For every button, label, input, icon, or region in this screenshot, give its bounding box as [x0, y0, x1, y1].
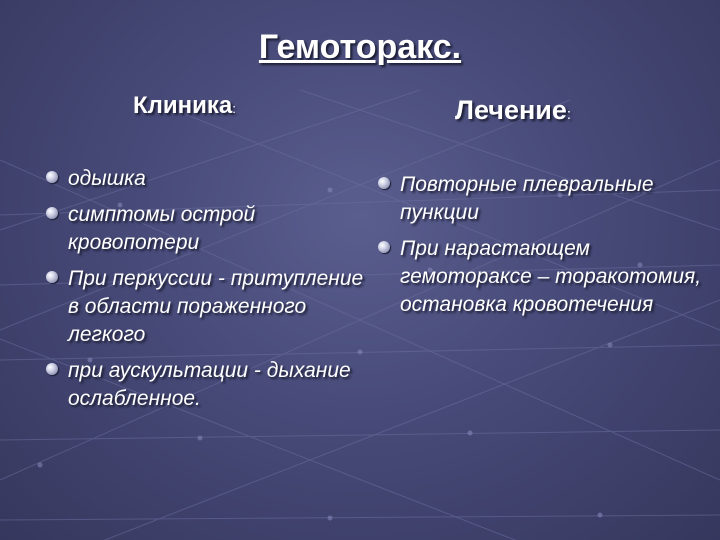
right-heading-text: Лечение: [455, 95, 567, 125]
list-item-text: При перкуссии - притупление в области пораженного легкого: [68, 267, 364, 346]
sphere-bullet-icon: [46, 207, 58, 219]
list-item-text: симптомы острой кровопотери: [68, 203, 256, 254]
left-heading-colon: :: [232, 101, 236, 116]
list-item-text: Повторные плевральные пункции: [400, 173, 654, 224]
left-bullet-list: [46, 165, 366, 421]
list-item: [378, 171, 708, 227]
right-heading-colon: :: [566, 107, 572, 123]
list-item: [46, 265, 366, 349]
sphere-bullet-icon: [378, 241, 390, 253]
list-item: [378, 235, 708, 319]
sphere-bullet-icon: [378, 177, 390, 189]
left-heading-text: Клиника: [133, 92, 233, 119]
slide-title: Гемоторакс.: [258, 28, 462, 66]
list-item-text: при аускультации - дыхание ослабленное.: [68, 359, 351, 410]
list-item: [46, 165, 366, 193]
list-item: [46, 357, 366, 413]
list-item: [46, 201, 366, 257]
sphere-bullet-icon: [46, 363, 58, 375]
sphere-bullet-icon: [46, 271, 58, 283]
list-item-text: одышка: [68, 167, 146, 190]
right-column-heading: [455, 95, 571, 126]
list-item-text: При нарастающем гемотораксе – торакотомия, остановка кровотечения: [400, 237, 702, 316]
right-bullet-list: [378, 171, 708, 327]
left-column-heading: [133, 92, 236, 120]
sphere-bullet-icon: [46, 171, 58, 183]
